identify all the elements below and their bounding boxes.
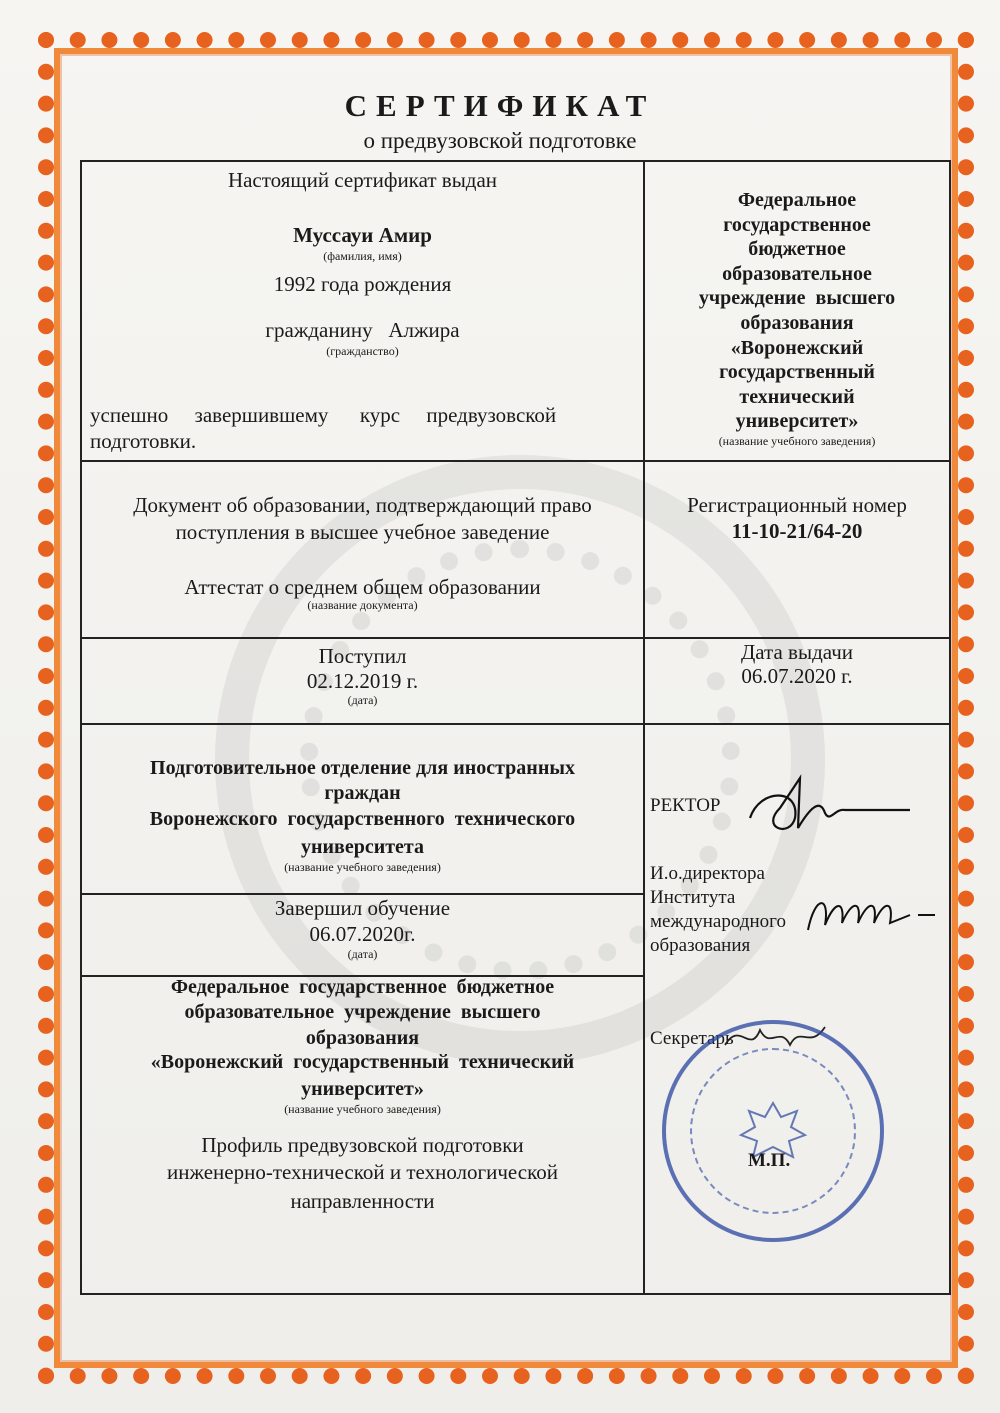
institution-top-line: государственный bbox=[719, 361, 875, 384]
department-line-4: университета bbox=[300, 836, 425, 858]
institution-top-line: учреждение высшего bbox=[698, 287, 896, 310]
institution-top bbox=[645, 188, 949, 434]
institution-bottom-line-3: образования bbox=[305, 1027, 420, 1049]
document-line-1: Документ об образовании, подтверждающий право bbox=[133, 493, 592, 517]
table-border-top bbox=[80, 160, 951, 162]
seal-label: М.П. bbox=[748, 1150, 791, 1171]
document-name: Аттестат о среднем общем образовании bbox=[184, 575, 541, 599]
enrolled-date: 02.12.2019 г. bbox=[306, 669, 419, 693]
institution-top-line: образования bbox=[740, 311, 854, 334]
enrolled-label: Поступил bbox=[318, 644, 407, 668]
institution-bottom-caption: (название учебного заведения) bbox=[284, 1102, 441, 1116]
issued-intro: Настоящий сертификат выдан bbox=[227, 168, 498, 192]
citizenship: гражданину Алжира bbox=[265, 318, 460, 342]
recipient-name: Муссауи Амир bbox=[293, 223, 432, 247]
table-row-divider-4 bbox=[80, 893, 645, 895]
table-row-divider-2 bbox=[80, 637, 951, 639]
profile-line-3: направленности bbox=[290, 1189, 435, 1213]
director-label-2: Института bbox=[650, 887, 736, 908]
completed-line-1: успешно завершившему курс предвузовской bbox=[90, 403, 557, 427]
recipient-name-caption: (фамилия, имя) bbox=[323, 249, 402, 263]
profile-line-2: инженерно-технической и технологической bbox=[167, 1160, 558, 1184]
issue-date-value: 06.07.2020 г. bbox=[741, 664, 853, 688]
table-row-divider-1 bbox=[80, 460, 951, 462]
institution-top-line: технический bbox=[739, 385, 855, 408]
rector-signature bbox=[740, 768, 920, 848]
director-label-4: образования bbox=[650, 935, 751, 956]
institution-top-line: университет» bbox=[735, 410, 859, 433]
rector-label: РЕКТОР bbox=[650, 795, 721, 816]
completed-line-2: подготовки. bbox=[90, 429, 197, 453]
director-signature bbox=[800, 885, 940, 945]
department-line-1: Подготовительное отделение для иностранных bbox=[150, 757, 575, 779]
department-caption: (название учебного заведения) bbox=[284, 860, 441, 874]
director-label-3: международного bbox=[650, 911, 786, 932]
institution-top-line: образовательное bbox=[722, 262, 872, 285]
registration-number: 11-10-21/64-20 bbox=[731, 519, 863, 543]
institution-bottom-line-2: образовательное учреждение высшего bbox=[184, 1001, 541, 1023]
director-label-1: И.о.директора bbox=[650, 863, 765, 884]
institution-bottom-line-1: Федеральное государственное бюджетное bbox=[170, 976, 555, 998]
department-line-3: Воронежского государственного технического bbox=[149, 808, 576, 830]
document-line-2: поступления в высшее учебное заведение bbox=[175, 520, 550, 544]
department-line-2: граждан bbox=[324, 782, 401, 804]
secretary-label: Секретарь bbox=[650, 1028, 734, 1049]
institution-bottom-line-4: «Воронежский государственный технический bbox=[150, 1051, 575, 1073]
institution-bottom-line-5: университет» bbox=[301, 1078, 424, 1100]
table-row-divider-3 bbox=[80, 723, 951, 725]
profile-line-1: Профиль предвузовской подготовки bbox=[201, 1133, 524, 1157]
table-border-right bbox=[949, 160, 951, 1295]
birth-year: 1992 года рождения bbox=[273, 272, 452, 296]
institution-top-caption: (название учебного заведения) bbox=[718, 434, 876, 448]
document-caption: (название документа) bbox=[307, 598, 418, 612]
finished-label: Завершил обучение bbox=[274, 896, 451, 920]
issue-date-label: Дата выдачи bbox=[740, 640, 854, 664]
certificate-title: СЕРТИФИКАТ bbox=[344, 88, 656, 123]
enrolled-caption: (дата) bbox=[347, 693, 378, 707]
certificate-subtitle: о предвузовской подготовке bbox=[363, 128, 637, 153]
citizenship-caption: (гражданство) bbox=[326, 344, 399, 358]
registration-label: Регистрационный номер bbox=[687, 493, 907, 517]
institution-top-line: Федеральное bbox=[737, 189, 857, 211]
finished-date: 06.07.2020г. bbox=[309, 922, 416, 946]
table-border-bottom bbox=[80, 1293, 951, 1295]
institution-top-line: бюджетное bbox=[748, 238, 846, 261]
institution-top-line: «Воронежский bbox=[730, 336, 864, 359]
institution-top-line: государственное bbox=[723, 213, 871, 236]
finished-caption: (дата) bbox=[347, 947, 378, 961]
